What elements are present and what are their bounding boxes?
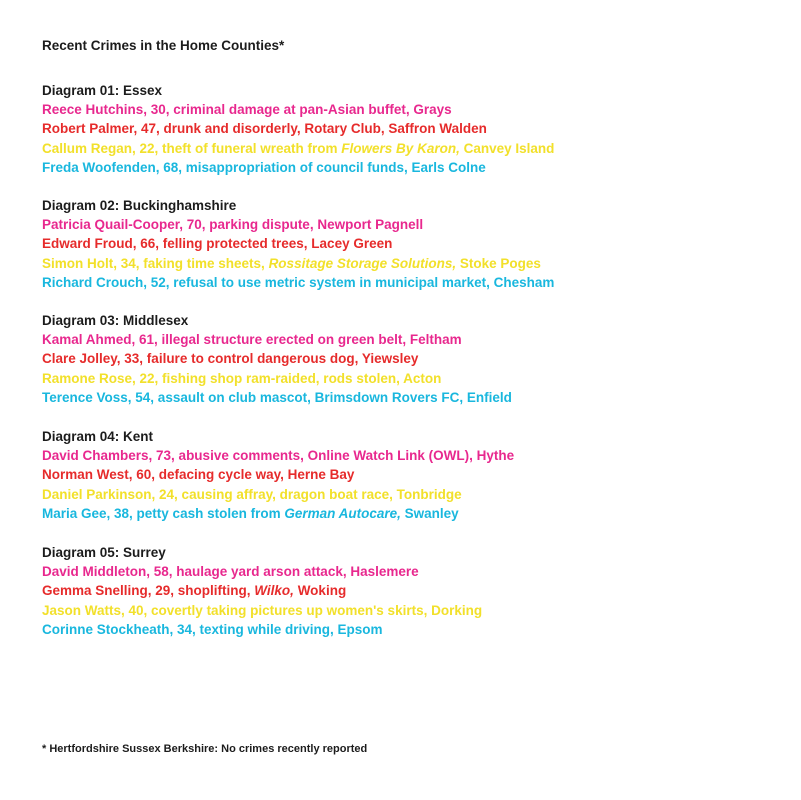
section-kent <box>42 427 782 523</box>
section-heading: Diagram 03: Middlesex <box>42 313 189 328</box>
crime-entry: Clare Jolley, 33, failure to control dangerous dog, Yiewsley <box>42 351 419 367</box>
section-heading: Diagram 02: Buckinghamshire <box>42 198 237 213</box>
crime-entry: Terence Voss, 54, assault on club mascot, Brimsdown Rovers FC, Enfield <box>42 389 512 405</box>
crime-entry: Freda Woofenden, 68, misappropriation of council funds, Earls Colne <box>42 159 486 175</box>
section-heading: Diagram 05: Surrey <box>42 545 166 560</box>
crime-entry: Maria Gee, 38, petty cash stolen from German Autocare, Swanley <box>42 505 459 521</box>
section-heading: Diagram 01: Essex <box>42 83 163 98</box>
footnote: * Hertfordshire Sussex Berkshire: No crimes recently reported <box>42 743 368 755</box>
page-title: Recent Crimes in the Home Counties* <box>42 38 285 53</box>
crime-entry: Patricia Quail-Cooper, 70, parking dispute, Newport Pagnell <box>42 217 424 232</box>
crime-entry: David Chambers, 73, abusive comments, Online Watch Link (OWL), Hythe <box>42 448 515 463</box>
section-essex <box>42 81 782 177</box>
crime-entry: Corinne Stockheath, 34, texting while driving, Epsom <box>42 621 383 637</box>
crime-entry: Daniel Parkinson, 24, causing affray, dragon boat race, Tonbridge <box>42 486 462 502</box>
crime-entry: Reece Hutchins, 30, criminal damage at pan-Asian buffet, Grays <box>42 102 452 117</box>
crime-entry: Gemma Snelling, 29, shoplifting, Wilko, Woking <box>42 583 347 599</box>
crime-entry: Norman West, 60, defacing cycle way, Herne Bay <box>42 467 355 483</box>
crime-entry: David Middleton, 58, haulage yard arson attack, Haslemere <box>42 564 419 579</box>
crime-entry: Kamal Ahmed, 61, illegal structure erected on green belt, Feltham <box>42 332 462 347</box>
section-surrey <box>42 543 782 639</box>
crime-entry: Robert Palmer, 47, drunk and disorderly, Rotary Club, Saffron Walden <box>42 121 487 137</box>
section-middlesex <box>42 311 782 407</box>
crime-entry: Edward Froud, 66, felling protected trees, Lacey Green <box>42 236 393 252</box>
crime-entry: Callum Regan, 22, theft of funeral wreath from Flowers By Karon, Canvey Island <box>42 140 555 156</box>
crime-entry: Richard Crouch, 52, refusal to use metric system in municipal market, Chesham <box>42 274 555 290</box>
section-buckinghamshire <box>42 196 782 292</box>
crime-entry: Simon Holt, 34, faking time sheets, Rossitage Storage Solutions, Stoke Poges <box>42 255 541 271</box>
section-heading: Diagram 04: Kent <box>42 429 154 444</box>
crime-entry: Jason Watts, 40, covertly taking pictures up women's skirts, Dorking <box>42 602 483 618</box>
crime-entry: Ramone Rose, 22, fishing shop ram-raided, rods stolen, Acton <box>42 370 442 386</box>
